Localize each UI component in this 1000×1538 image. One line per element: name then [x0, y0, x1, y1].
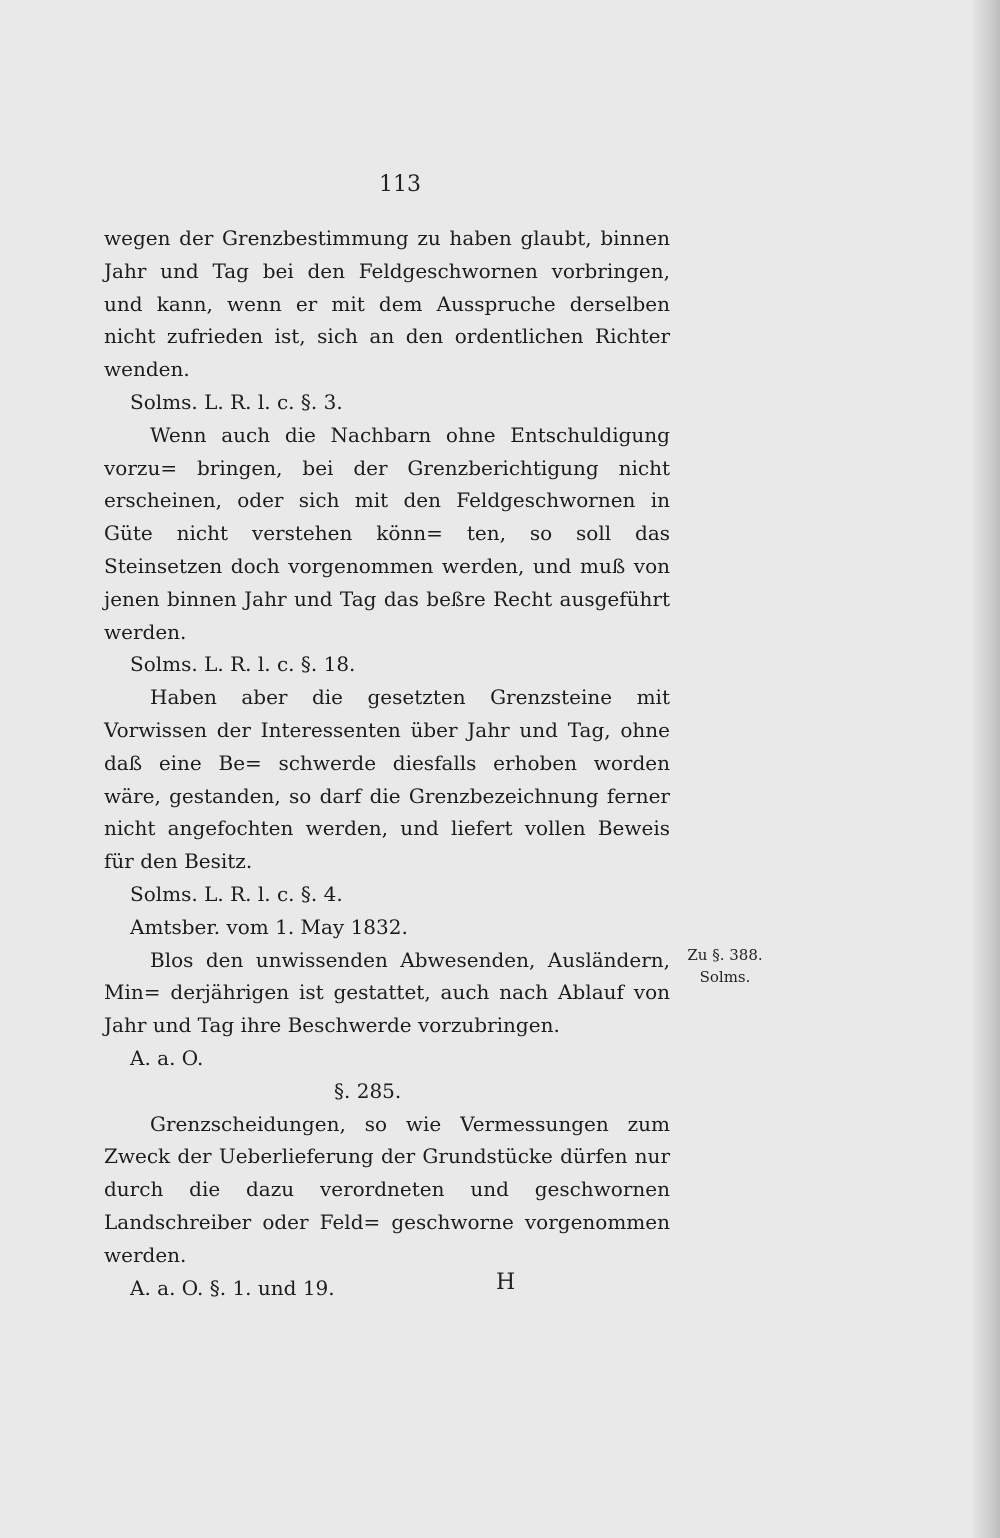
reference-5: A. a. O. §. 1. und 19. [130, 1275, 335, 1300]
paragraph-2 [104, 419, 670, 649]
line: die Grenzbezeichnung ferner nicht angefochten werden, und [104, 783, 670, 841]
line: ten, so soll das Steinsetzen doch vorgenommen werden, [104, 521, 671, 578]
line: Recht ausgeführt werden. [104, 586, 670, 644]
reference-1: Solms. L. R. l. c. §. 3. [130, 389, 343, 414]
reference-3b: Amtsber. vom 1. May 1832. [130, 914, 408, 939]
page-edge [972, 0, 1000, 1538]
line: geschworne vorgenommen werden. [104, 1209, 670, 1267]
reference-4: A. a. O. [130, 1045, 204, 1070]
paragraph-3 [104, 681, 670, 878]
line: liefert vollen Beweis für den Besitz. [104, 816, 670, 874]
line: wegen der Grenzbestimmung zu haben glaubt, binnen Jahr [104, 226, 670, 283]
reference-2: Solms. L. R. l. c. §. 18. [130, 652, 356, 677]
margin-note-line-2: Solms. [699, 968, 751, 986]
reference-3a: Solms. L. R. l. c. §. 4. [130, 881, 343, 906]
paragraph-5 [104, 1108, 670, 1272]
line: Grenzscheidungen, so wie Vermessungen zum Zweck [104, 1111, 670, 1169]
line: dazu verordneten und geschwornen Landschreiber oder Feld= [104, 1177, 670, 1234]
line: sich an den ordentlichen Richter wenden. [104, 324, 671, 382]
line: der Interessenten über Jahr und Tag, ohne daß eine Be= [104, 717, 670, 775]
line: und muß von jenen binnen Jahr und Tag das beßre [104, 553, 670, 611]
page-number: 113 [379, 172, 421, 197]
line: der Ueberlieferung der Grundstücke dürfen nur durch die [104, 1144, 671, 1202]
line: Tag ihre Beschwerde vorzubringen. [197, 1013, 560, 1038]
paragraph-4 [104, 944, 670, 1042]
line: wenn er mit dem Ausspruche derselben nicht zufrieden ist, [104, 291, 670, 349]
line: bringen, bei der Grenzberichtigung nicht erscheinen, oder [104, 455, 670, 513]
line: schwerde diesfalls erhoben worden wäre, gestanden, so darf [104, 750, 670, 808]
margin-note [680, 944, 770, 988]
body-text [104, 222, 670, 1304]
paragraph-1 [104, 222, 670, 386]
line: sich mit den Feldgeschwornen in Güte nicht verstehen könn= [104, 488, 670, 546]
line: Wenn auch die Nachbarn ohne Entschuldigung vorzu= [104, 422, 670, 480]
line: Blos den unwissenden Abwesenden, Ausländern, Min= [104, 947, 670, 1005]
margin-note-line-1: Zu §. 388. [687, 946, 763, 964]
section-heading: §. 285. [334, 1078, 402, 1103]
line: Haben aber die gesetzten Grenzsteine mit Vorwissen [104, 685, 670, 742]
catchword: H [496, 1270, 516, 1295]
line: und Tag bei den Feldgeschwornen vorbringen, und kann, [104, 258, 671, 316]
line: derjährigen ist gestattet, auch nach Ablauf von Jahr und [104, 980, 670, 1038]
